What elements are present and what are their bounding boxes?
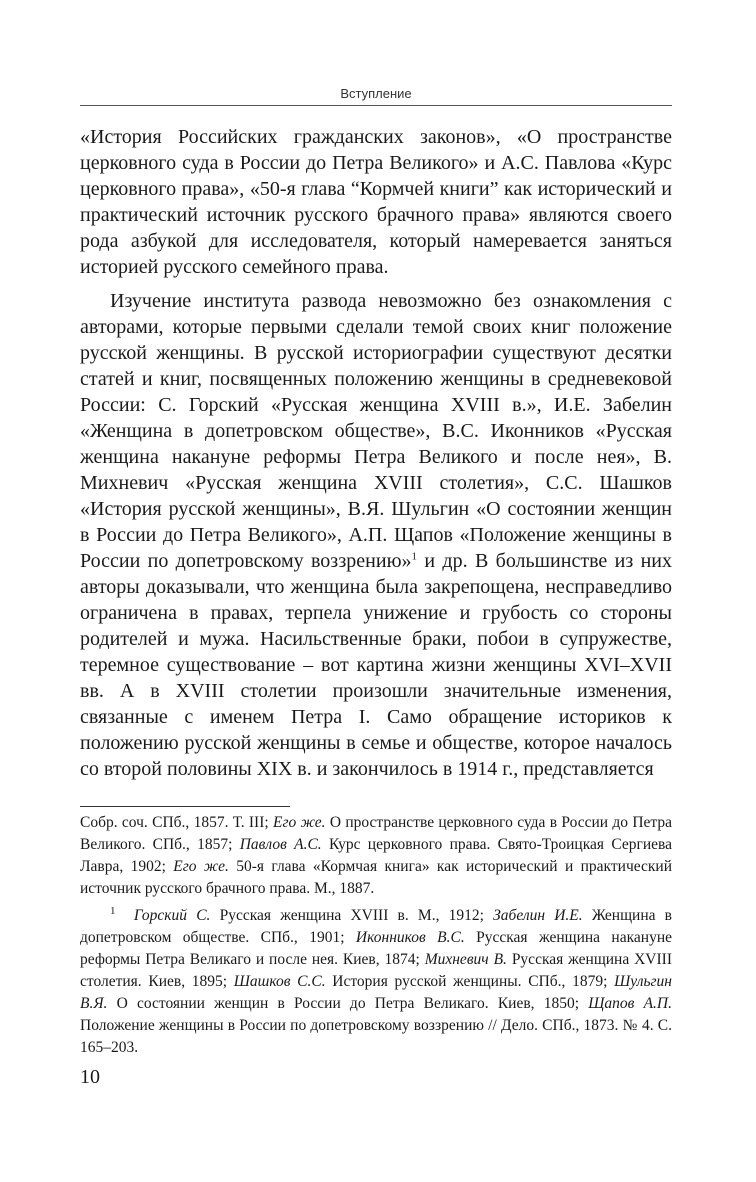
fn-seg-italic: Шульгин В.Я. [80,973,672,1012]
footnotes [80,812,672,1059]
footnote-1-marker: 1 [110,904,116,917]
fn-seg: О состоянии женщин в России до Петра Великаго. Киев, 1850; [107,995,589,1012]
fn-seg: Положение женщины в России по допетровскому воззрению // Дело. СПб., 1873. № 4. С. 165–203. [80,1017,672,1056]
fn-seg: 50-я глава «Кормчая книга» как исторический и практический источник русского брачного права. М., 1887. [80,858,672,897]
fn-seg: Курс церковного права. Свято-Троицкая Сергиева Лавра, 1902; [80,836,672,875]
footnote-rule [80,806,290,807]
paragraph-text-before-ref: Изучение института развода невозможно без ознакомления с авторами, которые первыми сделали темой своих книг положение русской женщины. В русской историографии существуют десятки статей и книг, посвященных положению женщины в средневековой России: С. Горский «Русская женщина XVIII в.», И.Е. Забелин «Женщина в допетровском обществе», В.С. Иконников «Русская женщина накануне реформы Петра Великого и после нея», В. Михневич «Русская женщина XVIII столетия», С.С. Шашков «История русской женщины», В.Я. Шульгин «О состоянии женщин в России до Петра Великого», А.П. Щапов «Положение женщины в России по допетровскому воззрению» [80,290,672,572]
fn-seg-italic: Павлов А.С. [239,836,322,853]
fn-seg-italic: Михневич В. [424,951,507,968]
footnote-continued [80,812,672,900]
footnote-ref-1[interactable]: 1 [411,550,418,563]
fn-seg-italic: Его же. [273,814,326,831]
page-number: 10 [80,1066,100,1088]
fn-seg-italic: Его же. [173,858,229,875]
fn-seg: Собр. соч. СПб., 1857. Т. III; [80,814,273,831]
header-rule [80,105,672,106]
fn-seg-italic: Иконников В.С. [355,929,465,946]
fn-seg-italic: Щапов А.П. [588,995,672,1012]
paragraph-divorce-institute [80,288,672,782]
fn-seg: Женщина в допетровском обществе. СПб., 1901; [80,907,673,946]
fn-seg: Русская женщина накануне реформы Петра Великаго и после нея. Киев, 1874; [80,929,672,968]
fn-seg: Русская женщина XVIII в. М., 1912; [210,907,494,924]
fn-seg: Русская женщина XVIII столетия. Киев, 1895; [80,951,672,990]
fn-seg-italic: Шашков С.С. [233,973,326,990]
fn-seg: О пространстве церковного суда в России до Петра Великого. СПб., 1857; [80,814,672,853]
paragraph-continued: «История Российских гражданских законов», «О пространстве церковного суда в России до Петра Великого» и А.С. Павлова «Курс церковного права», «50-я глава “Кормчей книги” как исторический и практический источник русского брачного права» являются своего рода азбукой для исследователя, который намеревается заняться историей русского семейного права. [80,126,672,278]
footnote-1 [80,905,672,1059]
running-head: Вступление [340,86,412,101]
fn-seg-italic: Горский С. [133,907,211,924]
paragraph-text-after-ref: и др. В большинстве из них авторы доказывали, что женщина была закрепощена, несправедливо ограничена в правах, терпела унижение и грубость со стороны родителей и мужа. Насильственные браки, побои в супружестве, теремное существование – вот картина жизни женщины XVI–XVII вв. А в XVIII столетии произошли значительные изменения, связанные с именем Петра I. Само обращение историков к положению русской женщины в семье и обществе, которое началось со второй половины XIX в. и закончилось в 1914 г., представляется [80,550,672,780]
main-text [80,124,672,782]
fn-seg-italic: Забелин И.Е. [493,907,583,924]
fn-seg: История русской женщины. СПб., 1879; [325,973,615,990]
